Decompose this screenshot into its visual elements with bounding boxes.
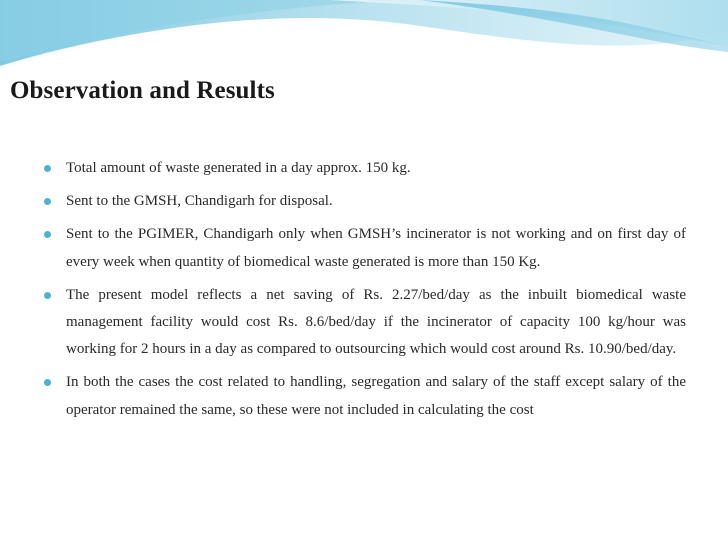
bullet-item (44, 188, 686, 215)
bullet-text: Sent to the PGIMER, Chandigarh only when GMSH’s incinerator is not working and on first day of every week when quantity of biomedical waste generated is more than 150 Kg. (66, 226, 686, 270)
slide-title: Observation and Results (10, 77, 275, 104)
bullet-text: Total amount of waste generated in a day approx. 150 kg. (66, 160, 411, 176)
bullet-item (44, 282, 686, 364)
slide-content (44, 155, 686, 430)
bullet-list (44, 155, 686, 424)
bullet-item (44, 369, 686, 423)
bullet-icon (44, 292, 51, 299)
bullet-text: In both the cases the cost related to handling, segregation and salary of the staff except salary of the operator remained the same, so these were not included in calculating the cost (66, 374, 686, 418)
header-wave-decoration (0, 0, 728, 80)
bullet-text: Sent to the GMSH, Chandigarh for disposal. (66, 193, 333, 210)
bullet-text: The present model reflects a net saving of Rs. 2.27/bed/day as the inbuilt biomedical waste management facility would cost Rs. 8.6/bed/day if the incinerator of capacity 100 kg/hour was working for 2 hours in a day as compared to outsourcing which would cost around Rs. 10.90/bed/day. (66, 286, 686, 358)
bullet-icon (44, 231, 51, 238)
bullet-icon (44, 198, 51, 205)
bullet-item (44, 155, 686, 182)
bullet-icon (44, 165, 51, 172)
bullet-icon (44, 379, 51, 386)
bullet-item (44, 221, 686, 275)
